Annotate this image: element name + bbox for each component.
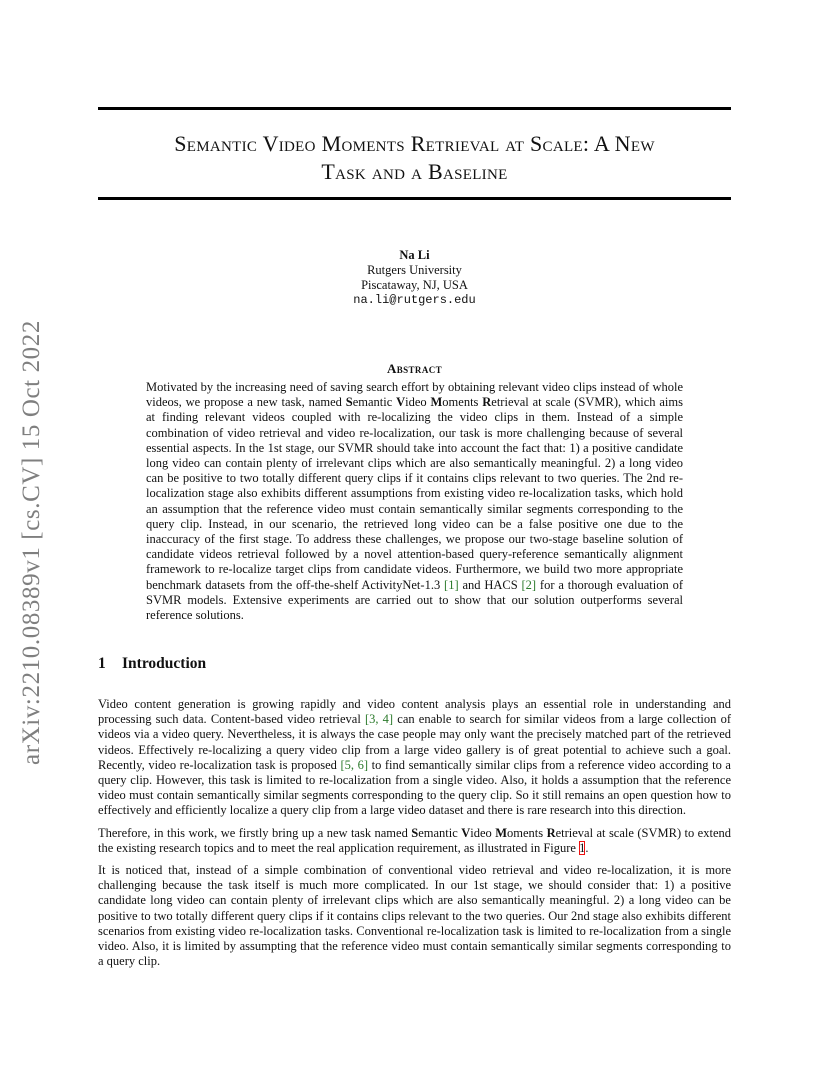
citation-link[interactable]: [1] [444, 577, 459, 592]
intro-paragraph-2: Therefore, in this work, we firstly bring up a new task named Semantic Video Moments Retrieval at scale (SVMR) to extend the existing research topics and to meet the real application requirement, as illustrated in Figure 1. [98, 825, 732, 855]
author-email: na.li@rutgers.edu [353, 293, 476, 307]
author-name: Na Li [399, 248, 430, 262]
paper-title [98, 130, 731, 186]
citation-link[interactable]: [2] [521, 577, 537, 592]
abstract-text: Motivated by the increasing need of saving search effort by obtaining relevant video clips instead of whole videos, we propose a new task, named Semantic Video Moments Retrieval at scale (SVMR), which aims at finding relevant videos coupled with re-localizing the video clips in them. Instead of a simple combination of video retrieval and video re-localization, our task is more challenging because of several essential aspects. In the 1st stage, our SVMR should take into account the fact that: 1) a positive candidate long video can contain plenty of irrelevant clips which are also semantically meaningful. 2) a long video can be positive to two totally different query clips if it contains clips relevant to two queries. The 2nd re-localization stage also exhibits different assumptions from existing video re-localization tasks, which hold an assumption that the reference video must contain semantically similar segments corresponding to the query clip. Instead, in our scenario, the retrieved long video can be a false positive one due to the inaccuracy of the first stage. To address these challenges, we propose our two-stage baseline solution of candidate videos retrieval followed by a novel attention-based query-reference semantically alignment framework to re-localize target clips from candidate videos. Furthermore, we build two more appropriate benchmark datasets from the off-the-shelf ActivityNet-1.3 [1] and HACS [2] for a thorough evaluation of SVMR models. Extensive experiments are carried out to show that our solution outperforms several reference solutions. [146, 380, 683, 623]
introduction-body [98, 697, 731, 976]
title-line-2: Task and a Baseline [321, 159, 508, 184]
author-affiliation: Rutgers University [367, 263, 462, 277]
title-rule-bottom [98, 197, 731, 200]
author-block [98, 248, 731, 308]
section-title: Introduction [122, 655, 207, 672]
abstract-heading: Abstract [386, 361, 443, 376]
title-rule-top [98, 107, 731, 110]
arxiv-identifier[interactable]: arXiv:2210.08389v1 [cs.CV] 15 Oct 2022 [18, 320, 45, 765]
intro-paragraph-3: It is noticed that, instead of a simple combination of conventional video retrieval and video re-localization, it is more challenging because the task itself is much more complicated. In our 1st stage, we should consider that: 1) a positive candidate long video can contain plenty of irrelevant clips which are also semantically meaningful. 2) a long video can be positive to two totally different query clips if it contains clips relevant to the two queries. Our 2nd stage also exhibits different scenarios from existing video re-localization tasks. Conventional re-localization task is limited to re-localization from a single video. Also, it is limited by assumpting that the reference video must contain semantically similar segments corresponding to a query clip. [98, 863, 731, 969]
citation-link[interactable]: [3, 4] [364, 712, 394, 727]
section-number: 1 [98, 655, 106, 672]
figure-reference-link[interactable]: 1 [579, 840, 586, 855]
section-heading-introduction [98, 655, 206, 673]
author-location: Piscataway, NJ, USA [361, 278, 468, 292]
title-line-1: Semantic Video Moments Retrieval at Scale: A New [174, 131, 655, 156]
intro-paragraph-1: Video content generation is growing rapidly and video content analysis plays an essential role in understanding and processing such data. Content-based video retrieval [3, 4] can enable to search for similar videos from a large collection of videos via a video query. Nevertheless, it is always the case people may only want the precisely matched part of the retrieved videos. Effectively re-localizing a query video clip from a large video gallery is of great potential to achieve such a goal. Recently, video re-localization task is proposed [5, 6] to find semantically similar clips from a reference video according to a query clip. However, this task is limited to re-localization from a single video. Also, it holds a assumption that the reference video must contain semantically similar segments corresponding to the query clip. So it still remains an open question how to effectively and efficiently localize a query clip from a large video dataset and there is rare research into this direction. [98, 697, 731, 818]
citation-link[interactable]: [5, 6] [340, 757, 369, 772]
